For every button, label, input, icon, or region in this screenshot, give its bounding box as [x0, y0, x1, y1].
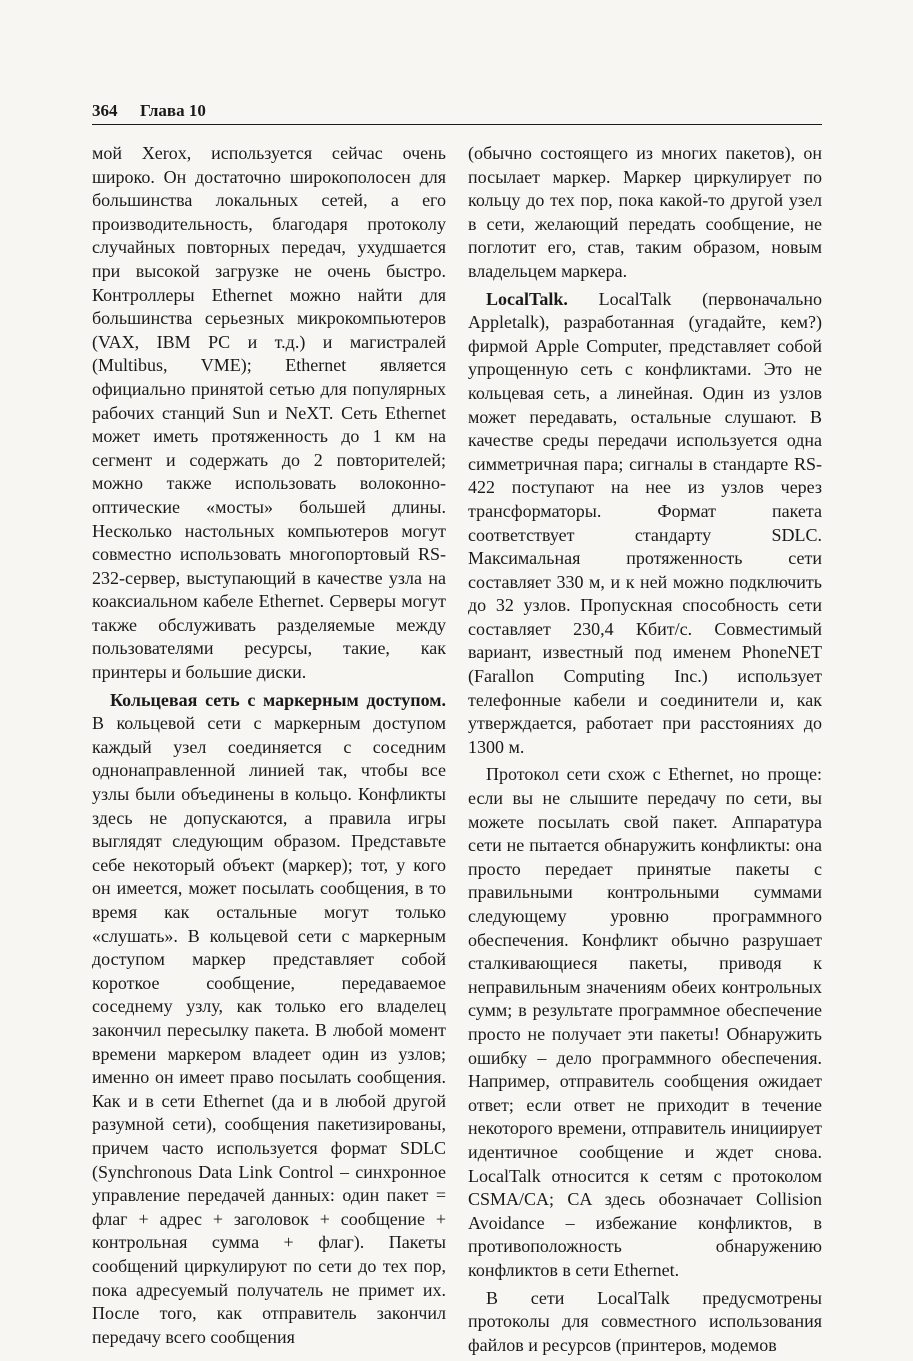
- right-paragraph-2: [468, 288, 822, 760]
- page-number: 364: [92, 101, 118, 120]
- localtalk-heading: LocalTalk.: [486, 288, 568, 309]
- running-header: [92, 100, 822, 122]
- right-paragraph-1: (обычно состоящего из многих пакетов), он посылает маркер. Маркер циркулирует по кольцу до тех пор, пока какой-то другой узел в сети, желающий передать сообщение, не поглотит его, став, таким образом, новым владельцем маркера.: [468, 143, 822, 281]
- localtalk-text: LocalTalk (первоначально Appletalk), разработанная (угадайте, кем?) фирмой Apple Computer, представляет собой упрощенную сеть с конфликтами. Это не кольцевая сеть, а линейная. Один из узлов может передавать, остальные слушают. В качестве среды передачи используется одна симметричная пара; сигналы в стандарте RS-422 поступают на нее из узлов через трансформаторы. Формат пакета соответствует стандарту SDLC. Максимальная протяженность сети составляет 330 м, и к ней можно подключить до 32 узлов. Пропускная способность сети составляет 230,4 Кбит/с. Совместимый вариант, известный под именем PhoneNET (Farallon Computing Inc.) использует телефонные кабели и соединители и, как утверждается, работает при расстояниях до 1300 м.: [468, 288, 822, 757]
- left-paragraph-2: [92, 689, 446, 1350]
- token-ring-heading: Кольцевая сеть с маркерным доступом.: [110, 689, 446, 710]
- right-paragraph-3: Протокол сети схож с Ethernet, но проще: если вы не слышите передачу по сети, вы можете посылать свой пакет. Аппаратура сети не пытается обнаружить конфликты: она просто передает принятые пакеты с правильными контрольными суммами следующему уровню программного обеспечения. Конфликт обычно разрушает сталкивающиеся пакеты, приводя к неправильным значениям обеих контрольных сумм; в результате программное обеспечение просто не получает эти пакеты! Обнаружить ошибку – дело программного обеспечения. Например, отправитель сообщения ожидает ответ; если ответ не приходит в течение некоторого времени, отправитель инициирует идентичное сообщение и ждет снова. LocalTalk относится к сетям с протоколом CSMA/CA; CA здесь обозначает Collision Avoidance – избежание конфликтов, в противоположность обнаружению конфликтов в сети Ethernet.: [468, 764, 822, 1280]
- right-paragraph-4: В сети LocalTalk предусмотрены протоколы для совместного использования файлов и ресурсов (принтеров, модемов: [468, 1287, 822, 1355]
- chapter-title: Глава 10: [140, 101, 206, 120]
- left-column: [92, 142, 446, 1353]
- left-paragraph-1: мой Xerox, используется сейчас очень широко. Он достаточно широкополосен для большинства локальных сетей, а его производительность, благодаря протоколу случайных повторных передач, ухудшается при высокой загрузке не очень быстро. Контроллеры Ethernet можно найти для большинства серьезных микрокомпьютеров (VAX, IBM PC и т.д.) и магистралей (Multibus, VME); Ethernet является официально принятой сетью для популярных рабочих станций Sun и NeXT. Сеть Ethernet может иметь протяженность до 1 км на сегмент и содержать до 2 повторителей; можно также использовать волоконно-оптические «мосты» большей длины. Несколько настольных компьютеров могут совместно использовать многопортовый RS-232-сервер, выступающий в качестве узла на коаксиальном кабеле Ethernet. Серверы могут также обслуживать разделяемые между пользователями ресурсы, такие, как принтеры и большие диски.: [92, 143, 446, 683]
- token-ring-text: В кольцевой сети с маркерным доступом каждый узел соединяется с соседним однонаправленной линией так, чтобы все узлы были объединены в кольцо. Конфликты здесь не допускаются, а правила игры выглядят следующим образом. Представьте себе некоторый объект (маркер); тот, у кого он имеется, может посылать сообщения, в то время как остальные могут только «слушать». В кольцевой сети с маркерным доступом маркер представляет собой короткое сообщение, передаваемое соседнему узлу, как только его владелец закончил пересылку пакета. В любой момент времени маркером владеет один из узлов; именно он имеет право посылать сообщения. Как и в сети Ethernet (да и в любой другой разумной сети), сообщения пакетизированы, причем часто используется формат SDLC (Synchronous Data Link Control – синхронное управление передачей данных: один пакет = флаг + адрес + заголовок + сообщение + контрольная сумма + флаг). Пакеты сообщений циркулируют по сети до тех пор, пока адресуемый получатель не примет их. После того, как отправитель закончил передачу всего сообщения: [92, 713, 446, 1347]
- right-column: [468, 142, 822, 1361]
- header-rule: [92, 124, 822, 125]
